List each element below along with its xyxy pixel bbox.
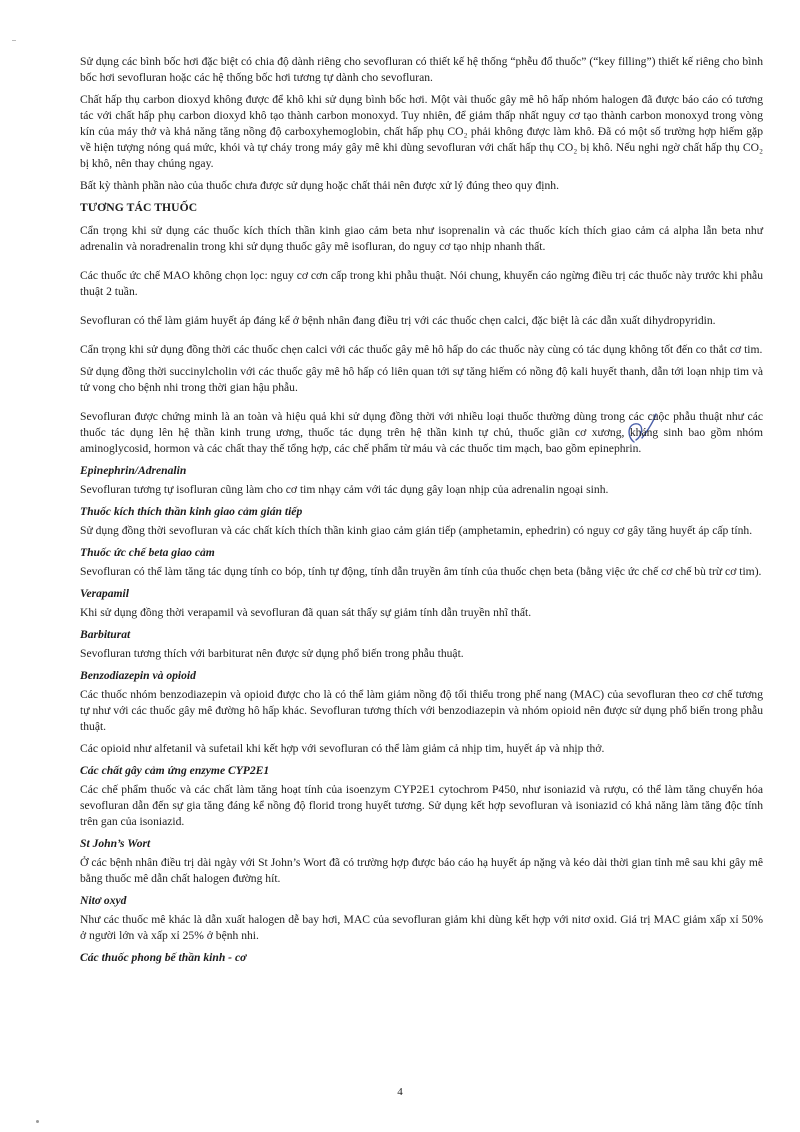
subsection-heading: Các thuốc phong bế thần kinh - cơ: [80, 951, 247, 964]
subsection-heading: Benzodiazepin và opioid: [80, 669, 196, 682]
paragraph: Các thuốc ức chế MAO không chọn lọc: nguy cơ cơn cấp trong khi phẫu thuật. Nói chung, khuyến cáo ngừng điều trị các thuốc này trước khi phẫu thuật 2 tuần.: [80, 269, 763, 298]
paragraph: Sử dụng các bình bốc hơi đặc biệt có chia độ dành riêng cho sevofluran có thiết kế hệ thống “phễu đổ thuốc” (“key filling”) thiết kế riêng cho bình bốc hơi sevofluran hoặc các hệ thống bốc hơi tương tự dành cho sevofluran.: [80, 55, 763, 84]
paragraph: Bất kỳ thành phần nào của thuốc chưa được sử dụng hoặc chất thải nên được xử lý đúng theo quy định.: [80, 179, 559, 192]
paragraph: Khi sử dụng đồng thời verapamil và sevofluran đã quan sát thấy sự giảm tính dẫn truyền nhĩ thất.: [80, 606, 532, 619]
scan-artifact: [12, 40, 16, 41]
subsection-heading: Các chất gây cảm ứng enzyme CYP2E1: [80, 764, 270, 777]
subsection-heading: Nitơ oxyd: [80, 894, 127, 907]
document-page: [80, 54, 763, 969]
page-number: 4: [397, 1086, 403, 1098]
subsection-heading: St John’s Wort: [80, 837, 151, 850]
subsection-heading: Epinephrin/Adrenalin: [80, 464, 187, 477]
paragraph: Các thuốc nhóm benzodiazepin và opioid được cho là có thể làm giảm nồng độ tối thiểu trong phế nang (MAC) của sevofluran theo cơ chế tương tự như với các thuốc gây mê đường hô hấp khác. Sevofluran tương thích với benzodiazepin và nhóm opioid nên được sử dụng phổ biến trong phẫu thuật.: [80, 688, 763, 733]
paragraph: Sử dụng đồng thời succinylcholin với các thuốc gây mê hô hấp có liên quan tới sự tăng hiếm có nồng độ kali huyết thanh, dẫn tới loạn nhịp tim và tử vong cho bệnh nhi trong thời gian hậu phẫu.: [80, 365, 763, 394]
subsection-heading: Thuốc ức chế beta giao cảm: [80, 546, 215, 559]
subsection-heading: Barbiturat: [80, 628, 131, 641]
scan-artifact: [36, 1120, 39, 1123]
paragraph: Các chế phẩm thuốc và các chất làm tăng hoạt tính của isoenzym CYP2E1 cytochrom P450, như isoniazid và rượu, có thể làm tăng chuyển hóa sevofluran dẫn đến sự gia tăng đáng kể nồng độ florid trong huyết tương. Sử dụng kết hợp sevofluran và isoniazid có khả năng làm tăng độc tính trên gan của isoniazid.: [80, 783, 763, 828]
paragraph: Sevofluran tương thích với barbiturat nên được sử dụng phổ biến trong phẫu thuật.: [80, 647, 464, 660]
paragraph: Ở các bệnh nhân điều trị dài ngày với St John’s Wort đã có trường hợp được báo cáo hạ huyết áp nặng và kéo dài thời gian tỉnh mê sau khi gây mê bằng thuốc mê dẫn chất halogen đường hít.: [80, 856, 763, 885]
paragraph: Cẩn trọng khi sử dụng đồng thời các thuốc chẹn calci với các thuốc gây mê hô hấp do các thuốc này cùng có tác dụng không tốt đến co thắt cơ tim.: [80, 343, 763, 356]
paragraph: Sử dụng đồng thời sevofluran và các chất kích thích thần kinh giao cảm gián tiếp (amphetamin, ephedrin) có nguy cơ gây tăng huyết áp cấp tính.: [80, 524, 753, 537]
paragraph: Sevofluran có thể làm tăng tác dụng tính co bóp, tính tự động, tính dẫn truyền âm tính của thuốc chẹn beta (bằng việc ức chế cơ chế bù trừ cơ tim).: [80, 565, 762, 578]
subsection-heading: Thuốc kích thích thần kinh giao cảm gián tiếp: [80, 505, 303, 518]
paragraph: Như các thuốc mê khác là dẫn xuất halogen dễ bay hơi, MAC của sevofluran giảm khi dùng kết hợp với nitơ oxid. Giá trị MAC giảm xấp xỉ 50% ở người lớn và xấp xỉ 25% ở bệnh nhi.: [80, 913, 763, 942]
subsection-heading: Verapamil: [80, 587, 129, 600]
paragraph: Chất hấp thụ carbon dioxyd không được để khô khi sử dụng bình bốc hơi. Một vài thuốc gây mê hô hấp nhóm halogen đã được báo cáo có tương tác với chất hấp phụ carbon dioxyd khô tạo thành carbon monoxyd. Tuy nhiên, để giảm thấp nhất nguy cơ tạo thành carbon monoxyd trong vòng kín của máy thở và khả năng tăng nồng độ carboxyhemoglobin, chất hấp phụ CO₂ phải không được làm khô. Đã có một số trường hợp hiếm gặp về hiện tượng nóng quá mức, khói và tự cháy trong máy gây mê khi dùng sevofluran với chất hấp thụ CO₂ bị khô. Nếu nghi ngờ chất hấp thụ CO₂ bị khô, nên thay chúng ngay.: [80, 93, 763, 170]
paragraph: Cẩn trọng khi sử dụng các thuốc kích thích thần kinh giao cảm beta như isoprenalin và các thuốc kích thích giao cảm cả alpha lẫn beta như adrenalin và noradrenalin trong khi sử dụng thuốc gây mê isofluran, do nguy cơ tạo nhịp nhanh thất.: [80, 224, 763, 253]
section-heading: TƯƠNG TÁC THUỐC: [80, 201, 198, 214]
paragraph: Sevofluran có thể làm giảm huyết áp đáng kể ở bệnh nhân đang điều trị với các thuốc chẹn calci, đặc biệt là các dẫn xuất dihydropyridin.: [80, 314, 716, 327]
paragraph: Sevofluran tương tự isofluran cũng làm cho cơ tim nhạy cảm với tác dụng gây loạn nhịp của adrenalin ngoại sinh.: [80, 483, 609, 496]
paragraph: Các opioid như alfetanil và sufetail khi kết hợp với sevofluran có thể làm giảm cả nhịp tim, huyết áp và nhịp thở.: [80, 742, 605, 755]
paragraph: Sevofluran được chứng minh là an toàn và hiệu quả khi sử dụng đồng thời với nhiều loại thuốc thường dùng trong các cuộc phẫu thuật như các thuốc tác dụng lên hệ thần kinh trung ương, thuốc tác dụng trên hệ thần kinh tự chủ, thuốc giãn cơ xương, kháng sinh bao gồm nhóm aminoglycosid, hormon và các chất thay thế tổng hợp, các chế phẩm từ máu và các thuốc tim mạch, bao gồm epinephrin.: [80, 410, 763, 455]
